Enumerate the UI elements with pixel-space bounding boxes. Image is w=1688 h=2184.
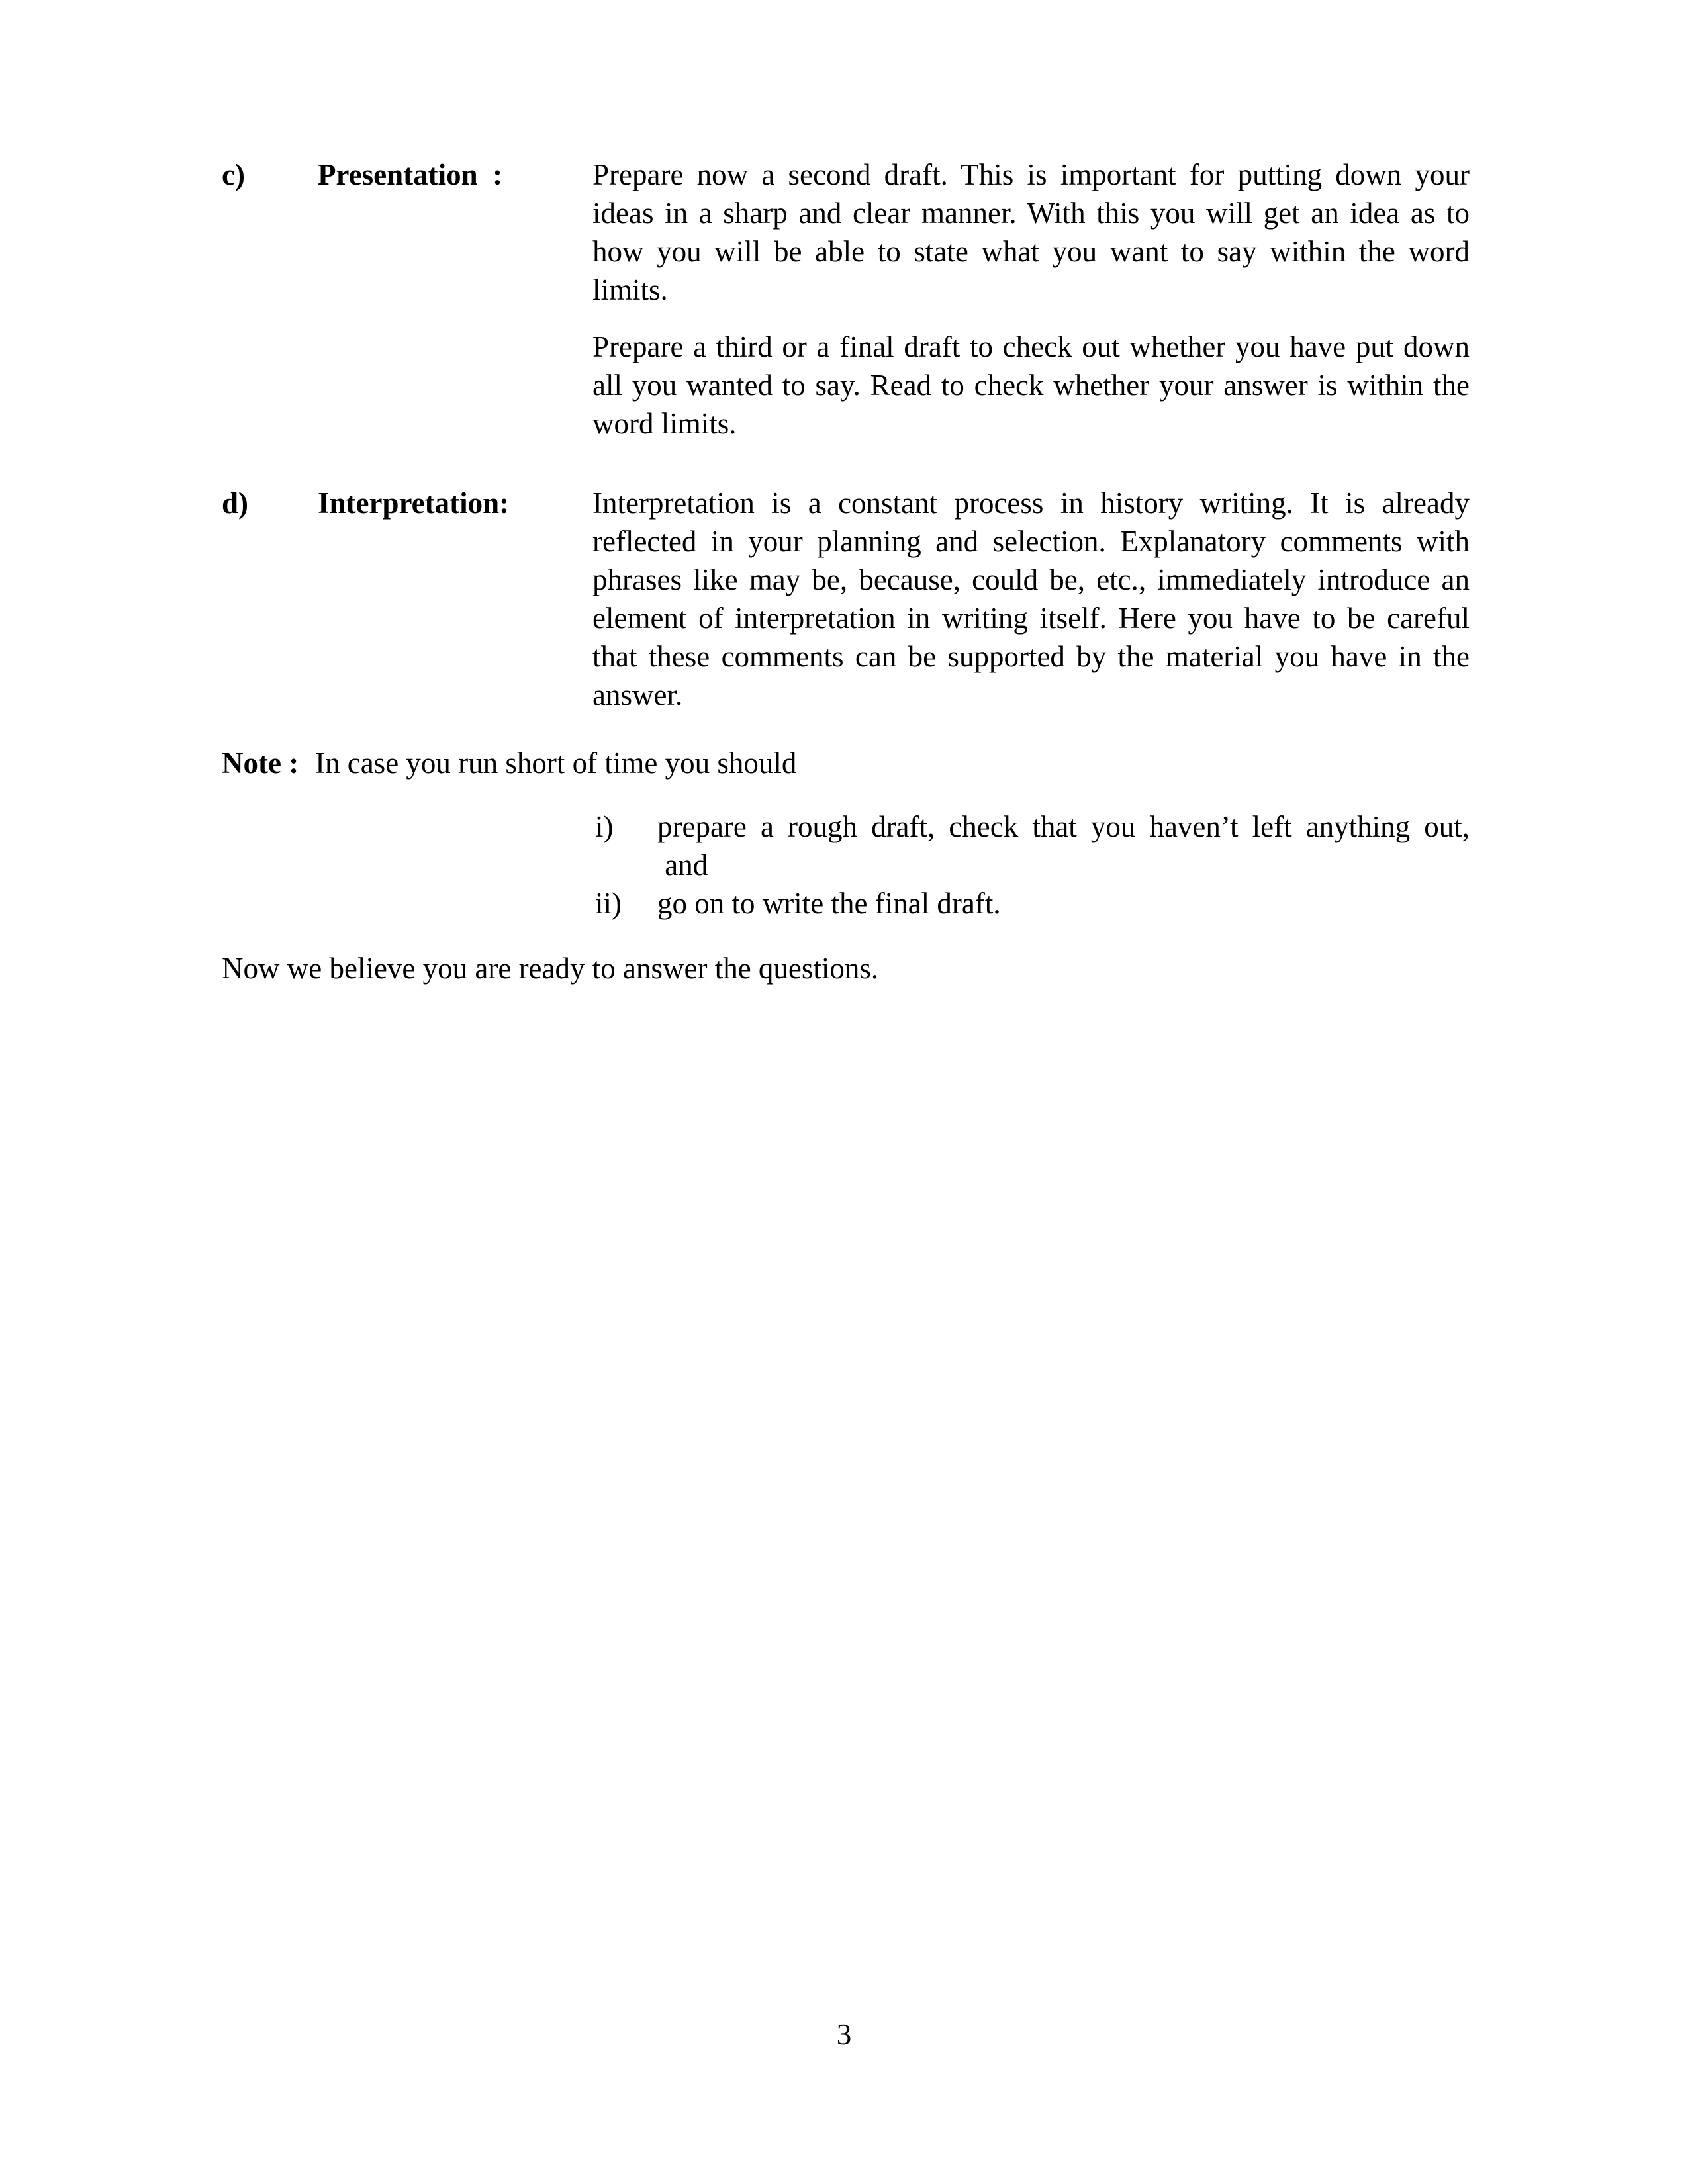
note-label: Note : (222, 747, 299, 780)
text-line: Interpretation is a constant process in history writing. It is already (592, 486, 1470, 520)
text-line: word limits. (592, 407, 737, 440)
section-marker: c) (222, 158, 245, 191)
text-line: reflected in your planning and selection. Explanatory comments with (592, 525, 1470, 558)
paragraph (592, 328, 1470, 443)
list-item-text (657, 807, 1470, 884)
text-line: Prepare a third or a final draft to check out whether you have put down (592, 330, 1470, 363)
section-body (592, 156, 1470, 443)
note-text: In case you run short of time you should (315, 747, 797, 780)
section-label: Interpretation: (318, 486, 510, 520)
section-body (592, 484, 1470, 714)
closing-sentence: Now we believe you are ready to answer the questions. (222, 952, 879, 985)
section-presentation (222, 156, 1470, 443)
list-item-marker: ii) (595, 887, 622, 920)
text-line: ideas in a sharp and clear manner. With this you will get an idea as to (592, 197, 1470, 230)
text-line: limits. (592, 273, 668, 306)
text-line: and (657, 848, 708, 882)
text-line: prepare a rough draft, check that you haven’t left anything out, (657, 810, 1470, 843)
section-marker: d) (222, 486, 249, 520)
list-item-text (657, 884, 1470, 923)
text-line: that these comments can be supported by the material you have in the (592, 640, 1470, 673)
section-interpretation (222, 484, 1470, 714)
text-line: phrases like may be, because, could be, etc., immediately introduce an (592, 563, 1470, 596)
note-sublist (595, 807, 1470, 923)
text-line: Prepare now a second draft. This is important for putting down your (592, 158, 1470, 191)
page-number: 3 (836, 2018, 852, 2051)
paragraph (592, 156, 1470, 309)
list-item (595, 884, 1470, 923)
list-item (595, 807, 1470, 884)
section-label: Presentation : (318, 158, 503, 191)
note-row (222, 744, 1470, 782)
text-line: answer. (592, 678, 683, 711)
text-line: go on to write the final draft. (657, 887, 1001, 920)
paragraph (592, 484, 1470, 714)
text-line: how you will be able to state what you want to say within the word (592, 235, 1470, 268)
list-item-marker: i) (595, 810, 614, 843)
text-line: all you wanted to say. Read to check whether your answer is within the (592, 369, 1470, 402)
text-line: element of interpretation in writing itself. Here you have to be careful (592, 602, 1470, 635)
